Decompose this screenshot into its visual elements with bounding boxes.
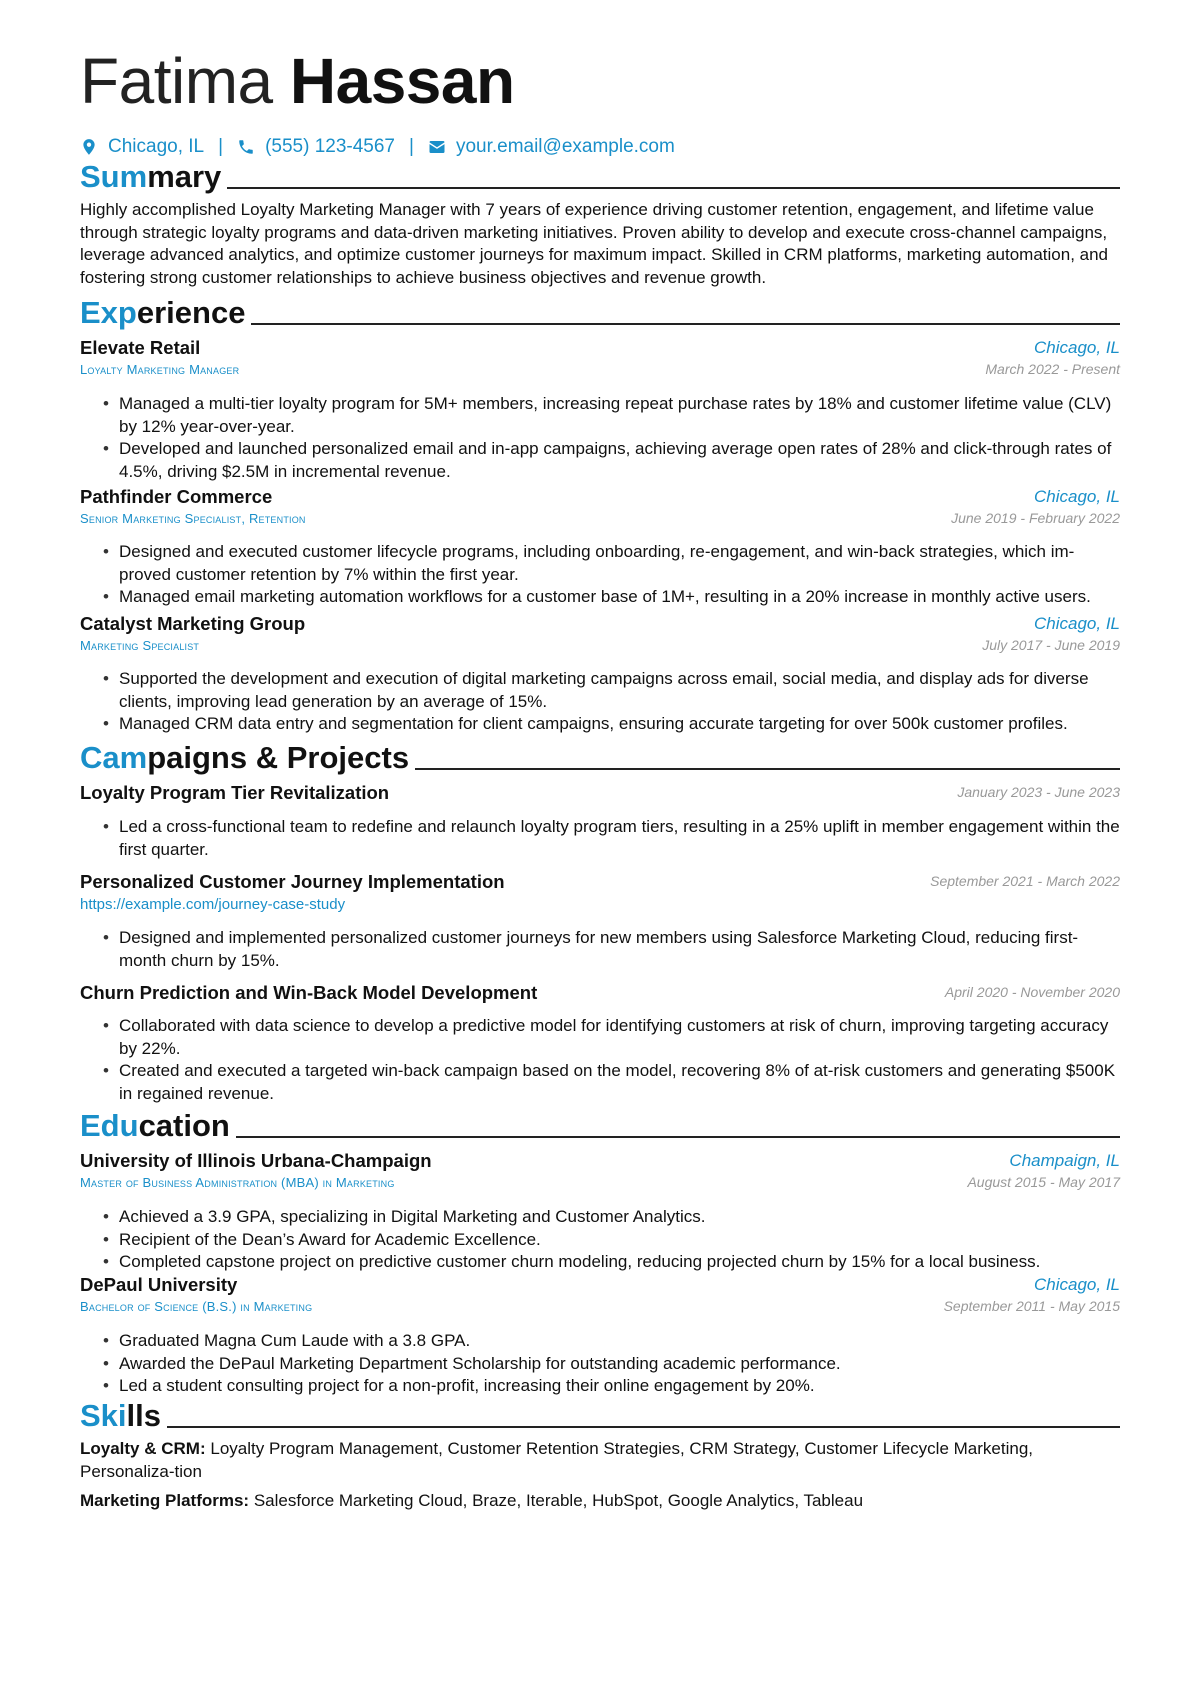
contact-separator: | bbox=[409, 136, 414, 157]
school-location: Chicago, IL bbox=[1034, 1275, 1120, 1294]
employer-name: Catalyst Marketing Group bbox=[80, 613, 306, 634]
section-heading-summary bbox=[80, 158, 1120, 196]
project-dates: September 2021 - March 2022 bbox=[930, 873, 1120, 889]
candidate-name bbox=[80, 40, 515, 122]
skill-values: Loyalty Program Management, Customer Retention Strategies, CRM Strategy, Customer Lifecycle Marketing, Personaliza-tion bbox=[80, 1439, 1033, 1481]
school-location: Champaign, IL bbox=[1009, 1151, 1120, 1170]
degree-title: Bachelor of Science (B.S.) in Marketing bbox=[80, 1299, 313, 1314]
job-bullets bbox=[80, 668, 1120, 736]
phone-text: (555) 123-4567 bbox=[265, 136, 395, 157]
bullet-item: • Graduated Magna Cum Laude with a 3.8 GPA. bbox=[80, 1330, 1120, 1353]
skill-label: Marketing Platforms: bbox=[80, 1491, 250, 1510]
contact-email[interactable] bbox=[428, 136, 675, 158]
section-title: Experience bbox=[80, 295, 246, 330]
location-text: Chicago, IL bbox=[108, 136, 205, 157]
section-heading-skills bbox=[80, 1397, 1120, 1435]
job-title: Senior Marketing Specialist, Retention bbox=[80, 511, 306, 526]
job-bullets bbox=[80, 541, 1120, 609]
bullet-item: • Designed and executed customer lifecycle programs, including onboarding, re-engagement, and win-back strategies, which im-proved customer retention by 7% within the first year. bbox=[80, 541, 1120, 586]
education-bullets bbox=[80, 1206, 1120, 1274]
section-title: Skills bbox=[80, 1398, 161, 1433]
job-dates: June 2019 - February 2022 bbox=[951, 510, 1120, 526]
summary-text: Highly accomplished Loyalty Marketing Manager with 7 years of experience driving customer retention, engagement, and lifetime value through strategic loyalty programs and data-driven marketing initiatives. Proven ability to develop and execute cross-channel campaigns, leverage advanced analytics, and optimize customer journeys for maximum impact. Skilled in CRM platforms, marketing automation, and fostering strong customer relationships to achieve business objectives and revenue growth. bbox=[80, 200, 1109, 287]
job-title: Marketing Specialist bbox=[80, 638, 200, 653]
school-name: DePaul University bbox=[80, 1274, 238, 1295]
bullet-item: • Developed and launched personalized email and in-app campaigns, achieving average open rates of 28% and click-through rates of 4.5%, driving $2.5M in incremental revenue. bbox=[80, 438, 1120, 483]
section-title: Campaigns & Projects bbox=[80, 740, 410, 775]
section-title: Summary bbox=[80, 159, 222, 194]
bullet-item: • Awarded the DePaul Marketing Department Scholarship for outstanding academic performance. bbox=[80, 1353, 1120, 1376]
job-dates: July 2017 - June 2019 bbox=[982, 637, 1120, 653]
bullet-item: • Led a student consulting project for a non-profit, increasing their online engagement by 20%. bbox=[80, 1375, 1120, 1398]
first-name: Fatima bbox=[80, 45, 273, 117]
bullet-item: • Managed a multi-tier loyalty program for 5M+ members, increasing repeat purchase rates by 18% and customer lifetime value (CLV) by 12% year-over-year. bbox=[80, 393, 1120, 438]
contact-separator: | bbox=[218, 136, 224, 157]
bullet-item: • Achieved a 3.9 GPA, specializing in Digital Marketing and Customer Analytics. bbox=[80, 1206, 1120, 1229]
skill-line bbox=[80, 1438, 1120, 1483]
section-rule bbox=[236, 1136, 1120, 1138]
section-rule bbox=[227, 187, 1120, 189]
bullet-item: • Created and executed a targeted win-back campaign based on the model, recovering 8% of at-risk customers and generating $500K in regained revenue. bbox=[80, 1060, 1120, 1105]
email-link: your.email@example.com bbox=[455, 136, 675, 157]
job-dates: March 2022 - Present bbox=[985, 361, 1120, 377]
envelope-icon bbox=[428, 138, 446, 156]
phone-icon bbox=[237, 138, 255, 156]
job-bullets bbox=[80, 393, 1120, 483]
contact-location bbox=[80, 136, 204, 158]
section-title: Education bbox=[80, 1108, 230, 1143]
bullet-item: • Supported the development and execution of digital marketing campaigns across email, social media, and display ads for diverse clients, improving lead generation by an average of 15%. bbox=[80, 668, 1120, 713]
bullet-item: • Designed and implemented personalized customer journeys for new members using Salesforce Marketing Cloud, reducing first-month churn by 15%. bbox=[80, 927, 1120, 972]
project-bullets bbox=[80, 1015, 1120, 1105]
degree-title: Master of Business Administration (MBA) in Marketing bbox=[80, 1175, 395, 1190]
section-heading-campaigns bbox=[80, 739, 1120, 777]
employer-name: Elevate Retail bbox=[80, 337, 201, 358]
job-location: Chicago, IL bbox=[1034, 487, 1120, 506]
bullet-item: • Completed capstone project on predictive customer churn modeling, reducing projected churn by 15% for a local business. bbox=[80, 1251, 1120, 1274]
skill-values: Salesforce Marketing Cloud, Braze, Iterable, HubSpot, Google Analytics, Tableau bbox=[253, 1491, 864, 1510]
section-rule bbox=[251, 323, 1120, 325]
bullet-item: • Managed CRM data entry and segmentation for client campaigns, ensuring accurate targeting for over 500k customer profiles. bbox=[80, 713, 1120, 736]
school-dates: August 2015 - May 2017 bbox=[967, 1174, 1120, 1190]
contact-line bbox=[80, 134, 675, 160]
education-bullets bbox=[80, 1330, 1120, 1398]
project-title: Churn Prediction and Win-Back Model Development bbox=[80, 982, 538, 1003]
project-link[interactable]: https://example.com/journey-case-study bbox=[80, 896, 346, 913]
employer-name: Pathfinder Commerce bbox=[80, 486, 273, 507]
project-title: Personalized Customer Journey Implementation bbox=[80, 871, 505, 892]
project-bullets bbox=[80, 816, 1120, 861]
skill-label: Loyalty & CRM: bbox=[80, 1439, 206, 1458]
job-title: Loyalty Marketing Manager bbox=[80, 362, 240, 377]
project-dates: January 2023 - June 2023 bbox=[957, 784, 1120, 800]
job-location: Chicago, IL bbox=[1034, 614, 1120, 633]
bullet-item: • Collaborated with data science to develop a predictive model for identifying customers at risk of churn, improving targeting accuracy by 22%. bbox=[80, 1015, 1120, 1060]
section-rule bbox=[167, 1426, 1120, 1428]
bullet-item: • Led a cross-functional team to redefine and relaunch loyalty program tiers, resulting in a 25% uplift in member engagement within the first quarter. bbox=[80, 816, 1120, 861]
school-dates: September 2011 - May 2015 bbox=[943, 1298, 1120, 1314]
skill-line bbox=[80, 1490, 1120, 1513]
contact-phone[interactable] bbox=[237, 136, 395, 158]
job-location: Chicago, IL bbox=[1034, 338, 1120, 357]
bullet-item: • Managed email marketing automation workflows for a customer base of 1M+, resulting in a 20% increase in monthly active users. bbox=[80, 586, 1120, 609]
bullet-item: • Recipient of the Dean’s Award for Academic Excellence. bbox=[80, 1229, 1120, 1252]
section-heading-experience bbox=[80, 294, 1120, 332]
section-rule bbox=[415, 768, 1120, 770]
school-name: University of Illinois Urbana-Champaign bbox=[80, 1150, 432, 1171]
map-pin-icon bbox=[80, 138, 98, 156]
last-name: Hassan bbox=[289, 45, 515, 117]
project-bullets bbox=[80, 927, 1120, 972]
section-heading-education bbox=[80, 1107, 1120, 1145]
project-title: Loyalty Program Tier Revitalization bbox=[80, 782, 390, 803]
project-dates: April 2020 - November 2020 bbox=[944, 984, 1120, 1000]
